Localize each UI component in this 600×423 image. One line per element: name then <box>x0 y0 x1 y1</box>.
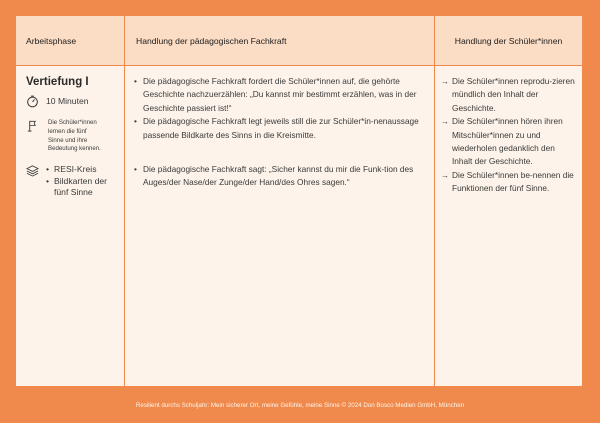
goal-line: Bedeutung kennen. <box>48 145 101 153</box>
teacher-action-item: • Die pädagogische Fachkraft sagt: „Sicher kannst du mir die Funk-tion des Auges/der Nase/der Zunge/der Hand/des Ohres sagen.“ <box>133 163 426 190</box>
lesson-table <box>16 16 582 386</box>
phase-title: Vertiefung I <box>26 76 89 88</box>
header-students <box>435 16 582 66</box>
student-actions-list <box>441 75 576 196</box>
header-phase-label: Arbeitsphase <box>26 35 77 46</box>
stopwatch-icon <box>26 95 42 109</box>
goal-line: Die Schüler*innen <box>48 119 97 126</box>
student-action-item: → Die Schüler*innen be-nennen die Funktionen der fünf Sinne. <box>441 169 576 196</box>
flag-icon <box>26 119 42 133</box>
teacher-actions-list <box>133 75 426 190</box>
materials-row <box>26 164 118 199</box>
student-action-item: → Die Schüler*innen reprodu-zieren mündlich den Inhalt der Geschichte. <box>441 75 576 115</box>
header-phase <box>16 16 125 66</box>
lesson-plan-sheet <box>15 15 583 387</box>
student-action-item: → Die Schüler*innen hören ihren Mitschüler*innen zu und wiederholen gedanklich den Inhalt der Geschichte. <box>441 115 576 169</box>
phase-cell <box>16 66 125 386</box>
header-teacher-label: Handlung der pädagogischen Fachkraft <box>136 35 287 46</box>
header-teacher <box>125 16 435 66</box>
teacher-action-item: • Die pädagogische Fachkraft legt jeweils still die zur Schüler*in-nenaussage passende Bildkarte des Sinns in die Kreismitte. <box>133 115 426 142</box>
material-item: • RESI-Kreis <box>46 164 118 176</box>
goal-text <box>46 119 101 154</box>
goal-line: lernen die fünf <box>48 127 87 135</box>
duration-row <box>26 95 118 109</box>
header-students-label: Handlung der Schüler*innen <box>454 35 563 46</box>
stack-icon <box>26 164 42 178</box>
materials-list <box>46 164 118 199</box>
material-item: • Bildkarten der fünf Sinne <box>46 176 118 199</box>
teacher-action-item: • Die pädagogische Fachkraft fordert die Schüler*innen auf, die gehörte Geschichte nachzuerzählen: „Du kannst mir bestimmt erzählen, was in der Geschichte passiert ist!“ <box>133 75 426 115</box>
goal-line: Sinne und ihre <box>48 136 88 144</box>
teacher-actions-cell <box>125 66 435 386</box>
footer-credit: Resilient durchs Schuljahr: Mein sicherer Ort, meine Gefühle, meine Sinne © 2024 Don Bosco Medien GmbH, München <box>135 402 465 409</box>
duration-text: 10 Minuten <box>46 96 89 106</box>
student-actions-cell <box>435 66 582 386</box>
goal-row <box>26 119 118 154</box>
